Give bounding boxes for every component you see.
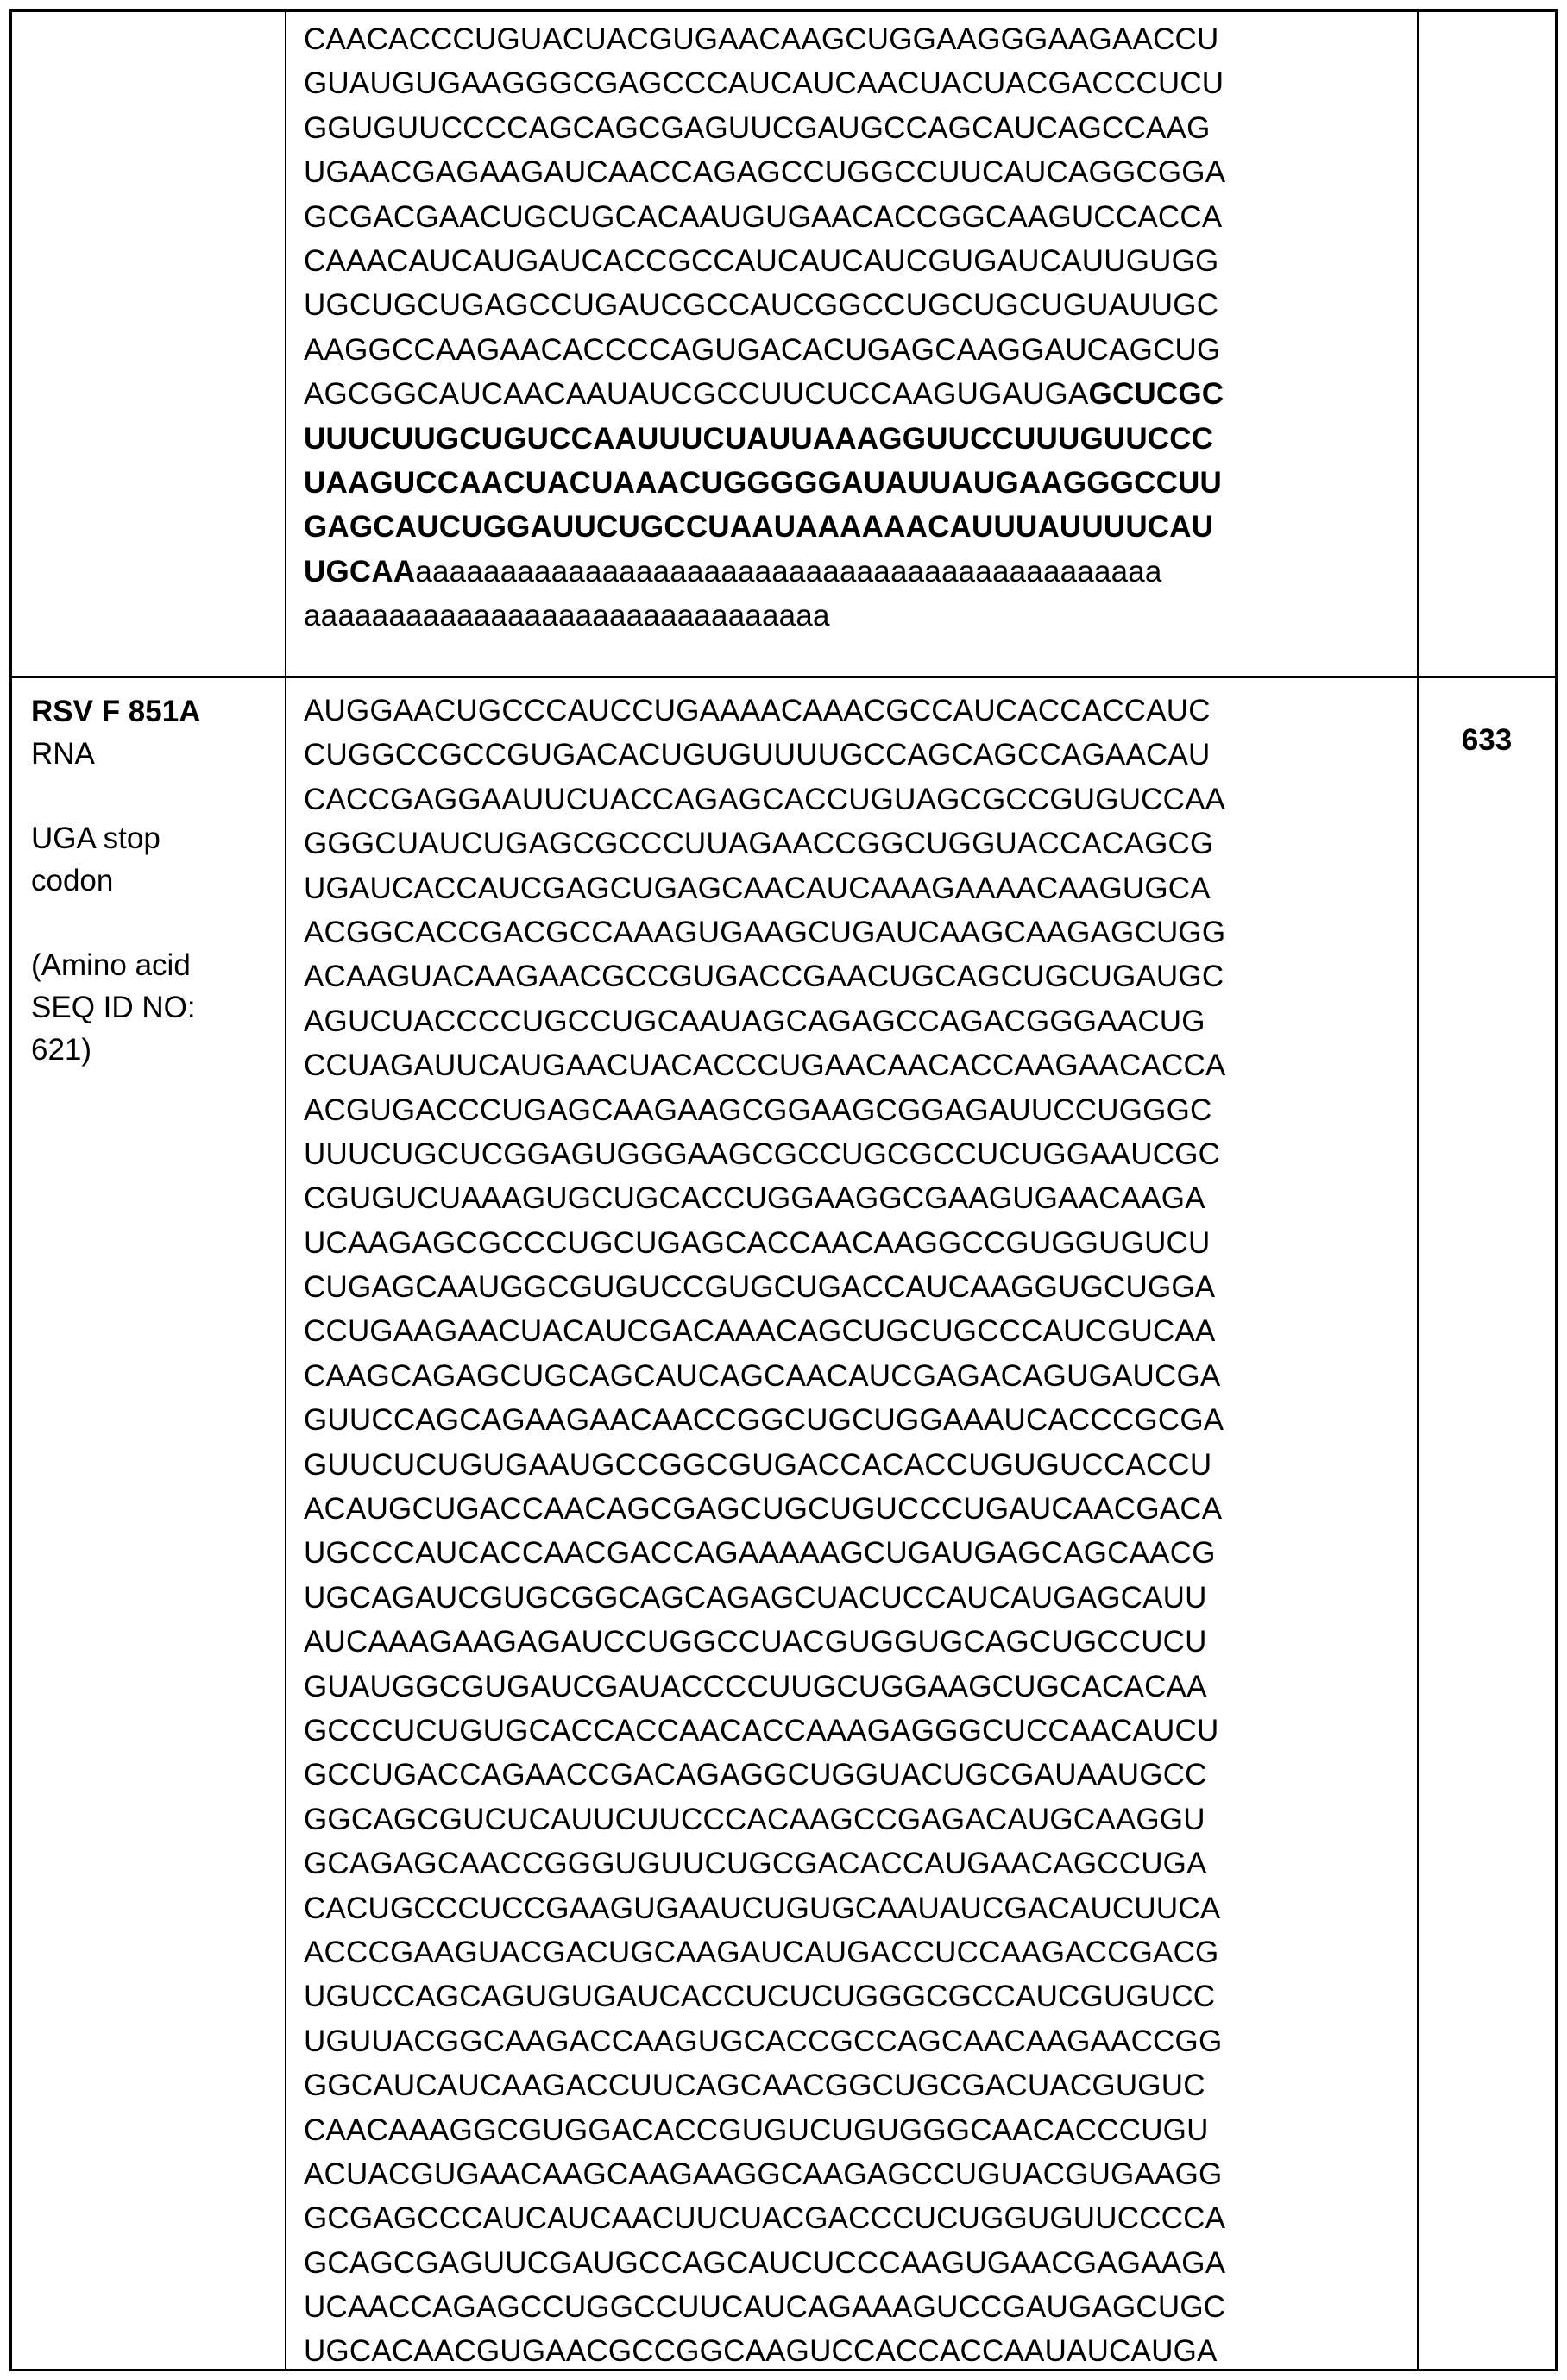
sequence-line: ACGUGACCCUGAGCAAGAAGCGGAAGCGGAGAUUCCUGGGC <box>304 1092 1212 1127</box>
sequence-line: GGCAGCGUCUCAUUCUUCCCACAAGCCGAGACAUGCAAGGU <box>304 1802 1205 1836</box>
sequence-line: GUAUGUGAAGGGCGAGCCCAUCAUCAACUACUACGACCCUCU <box>304 66 1224 101</box>
sequence-line: GGGCUAUCUGAGCGCCCUUAGAACCGGCUGGUACCACAGCG <box>304 827 1214 861</box>
sequence-line: GCGACGAACUGCUGCACAAUGUGAACACCGGCAAGUCCACCA <box>304 199 1223 234</box>
seq-id-number: 633 <box>1461 723 1513 757</box>
amino-acid-ref: (Amino acid <box>31 948 191 982</box>
sequence-line-mixed <box>304 372 1417 416</box>
label-cell-empty <box>12 12 286 676</box>
sequence-line: GUUCCAGCAGAAGAACAACCGGCUGCUGGAAAUCACCCGCGA <box>304 1403 1224 1438</box>
sequence-line: ACGGCACCGACGCCAAAGUGAAGCUGAUCAAGCAAGAGCUGG <box>304 915 1226 949</box>
sequence-line: CCUGAAGAACUACAUCGACAAACAGCUGCUGCCCAUCGUCAA <box>304 1314 1216 1349</box>
utr-bold-line: UUUCUUGCUGUCCAAUUUCUAUUAAAGGUUCCUUUGUUCCC <box>304 421 1214 456</box>
sequence-line: UCAAGAGCGCCCUGCUGAGCACCAACAAGGCCGUGGUGUCU <box>304 1225 1211 1260</box>
sequence-line: UGCAGAUCGUGCGGCAGCAGAGCUACUCCAUCAUGAGCAUU <box>304 1580 1207 1615</box>
sequence-line: AAGGCCAAGAACACCCCAGUGACACUGAGCAAGGAUCAGCUG <box>304 332 1221 367</box>
polya-tail-line: aaaaaaaaaaaaaaaaaaaaaaaaaaaaaaa <box>304 599 830 633</box>
sequence-line: CACCGAGGAAUUCUACCAGAGCACCUGUAGCGCCGUGUCCAA <box>304 782 1226 816</box>
utr-bold-segment: UGCAA <box>304 554 416 589</box>
seq-id-cell-empty <box>1419 12 1555 676</box>
construct-name: RSV F 851A <box>31 695 201 728</box>
sequence-line: CUGGCCGCCGUGACACUGUGUUUUGCCAGCAGCCAGAACAU <box>304 738 1211 772</box>
table-row-continuation <box>9 9 1558 678</box>
sequence-line: CAACACCCUGUACUACGUGAACAAGCUGGAAGGGAAGAACCU <box>304 22 1219 56</box>
sequence-line: CGUGUCUAAAGUGCUGCACCUGGAAGGCGAAGUGAACAAGA <box>304 1181 1205 1216</box>
table-row-rsv-f-851a <box>9 676 1558 2371</box>
sequence-line: UGUUACGGCAAGACCAAGUGCACCGCCAGCAACAAGAACCGG <box>304 2024 1223 2058</box>
sequence-line: UGCACAACGUGAACGCCGGCAAGUCCACCACCAAUAUCAUGA <box>304 2334 1218 2369</box>
sequence-line: CAACAAAGGCGUGGACACCGUGUCUGUGGGCAACACCCUGU <box>304 2112 1209 2147</box>
sequence-line: GGCAUCAUCAAGACCUUCAGCAACGGCUGCGACUACGUGUC <box>304 2068 1205 2103</box>
sequence-line: AUCAAAGAAGAGAUCCUGGCCUACGUGGUGCAGCUGCCUCU <box>304 1625 1207 1659</box>
utr-bold-line: GAGCAUCUGGAUUCUGCCUAAUAAAAAACAUUUAUUUUCAU <box>304 510 1214 545</box>
sequence-line: CACUGCCCUCCGAAGUGAAUCUGUGCAAUAUCGACAUCUUCA <box>304 1891 1221 1925</box>
sequence-line: GCGAGCCCAUCAUCAACUUCUACGACCCUCUGGUGUUCCCCA <box>304 2201 1226 2236</box>
sequence-line: GGUGUUCCCCAGCAGCGAGUUCGAUGCCAGCAUCAGCCAAG <box>304 110 1211 145</box>
polya-tail: aaaaaaaaaaaaaaaaaaaaaaaaaaaaaaaaaaaaaaaaaaaa <box>415 554 1162 589</box>
sequence-line: CAAACAUCAUGAUCACCGCCAUCAUCAUCGUGAUCAUUGUGG <box>304 243 1219 278</box>
amino-acid-ref: 621) <box>31 1033 92 1067</box>
sequence-line: ACUACGUGAACAAGCAAGAAGGCAAGAGCCUGUACGUGAAGG <box>304 2156 1223 2191</box>
sequence-line: ACCCGAAGUACGACUGCAAGAUCAUGACCUCCAAGACCGACG <box>304 1935 1219 1969</box>
sequence-line: CAAGCAGAGCUGCAGCAUCAGCAACAUCGAGACAGUGAUCGA <box>304 1358 1221 1393</box>
sequence-line: GUUCUCUGUGAAUGCCGGCGUGACCACACCUGUGUCCACCU <box>304 1447 1212 1482</box>
sequence-line: UGCCCAUCACCAACGACCAGAAAAAGCUGAUGAGCAGCAACG <box>304 1536 1216 1571</box>
sequence-line: GCCCUCUGUGCACCACCAACACCAAAGAGGGCUCCAACAUCU <box>304 1713 1219 1747</box>
sequence-line: CCUAGAUUCAUGAACUACACCCUGAACAACACCAAGAACACCA <box>304 1048 1226 1083</box>
sequence-line: UCAACCAGAGCCUGGCCUUCAUCAGAAAGUCCGAUGAGCUGC <box>304 2290 1226 2325</box>
sequence-line: GCAGCGAGUUCGAUGCCAGCAUCUCCCAAGUGAACGAGAAGA <box>304 2245 1226 2280</box>
sequence-line: UGUCCAGCAGUGUGAUCACCUCUCUGGGCGCCAUCGUGUCC <box>304 1980 1216 2014</box>
sequence-coding-end: AGCGGCAUCAACAAUAUCGCCUUCUCCAAGUGAUGA <box>304 377 1089 412</box>
sequence-line: UGCUGCUGAGCCUGAUCGCCAUCGGCCUGCUGCUGUAUUGC <box>304 288 1219 323</box>
sequence-line: ACAAGUACAAGAACGCCGUGACCGAACUGCAGCUGCUGAUGC <box>304 960 1224 994</box>
molecule-type: RNA <box>31 737 95 771</box>
label-cell <box>12 678 286 2369</box>
sequence-line: AGUCUACCCCUGCCUGCAAUAGCAGAGCCAGACGGGAACUG <box>304 1004 1205 1038</box>
sequence-line: CUGAGCAAUGGCGUGUCCGUGCUGACCAUCAAGGUGCUGGA <box>304 1270 1216 1305</box>
amino-acid-ref: SEQ ID NO: <box>31 991 196 1024</box>
stop-codon-note: codon <box>31 864 114 897</box>
sequence-line: UGAUCACCAUCGAGCUGAGCAACAUCAAAGAAAACAAGUGCA <box>304 871 1211 905</box>
sequence-line: UGAACGAGAAGAUCAACCAGAGCCUGGCCUUCAUCAGGCGGA <box>304 155 1226 190</box>
utr-bold-line: UAAGUCCAACUACUAAACUGGGGGAUAUUAUGAAGGGCCUU <box>304 465 1222 500</box>
sequence-cell <box>286 678 1419 2369</box>
stop-codon-note: UGA stop <box>31 822 160 855</box>
sequence-line: GCCUGACCAGAACCGACAGAGGCUGGUACUGCGAUAAUGCC <box>304 1758 1207 1792</box>
spacer <box>31 902 285 944</box>
sequence-line-polya-start <box>304 550 1417 594</box>
utr-bold-segment: GCUCGC <box>1088 377 1224 412</box>
seq-id-cell <box>1419 678 1555 2369</box>
sequence-line: ACAUGCUGACCAACAGCGAGCUGCUGUCCCUGAUCAACGACA <box>304 1492 1223 1527</box>
sequence-line: GUAUGGCGUGAUCGAUACCCCUUGCUGGAAGCUGCACACAA <box>304 1669 1207 1703</box>
sequence-cell <box>286 12 1419 676</box>
sequence-line: UUUCUGCUCGGAGUGGGAAGCGCCUGCGCCUCUGGAAUCGC <box>304 1136 1221 1171</box>
spacer <box>31 775 285 817</box>
sequence-line: AUGGAACUGCCCAUCCUGAAAACAAACGCCAUCACCACCAUC <box>304 694 1211 727</box>
sequence-line: GCAGAGCAACCGGGUGUUCUGCGACACCAUGAACAGCCUGA <box>304 1847 1207 1881</box>
